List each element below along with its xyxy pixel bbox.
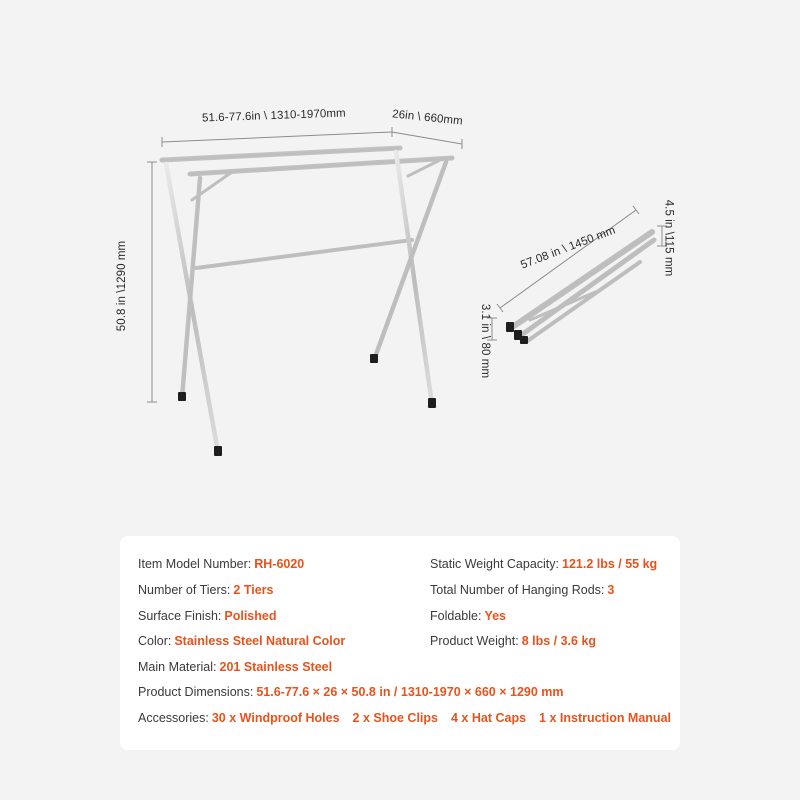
spec-rods-value: 3: [607, 583, 615, 597]
folded-rack: [514, 232, 654, 342]
folded-width-label: 3.1 in \ 80 mm: [479, 303, 492, 379]
spec-material-key: Main Material:: [138, 660, 217, 674]
spec-material-value: 201 Stainless Steel: [219, 660, 333, 674]
spec-finish-key: Surface Finish:: [138, 609, 222, 623]
spec-tiers-key: Number of Tiers:: [138, 583, 231, 597]
spec-weight: [430, 634, 596, 648]
spec-weight-value: 8 lbs / 3.6 kg: [521, 634, 597, 648]
spec-capacity-value: 121.2 lbs / 55 kg: [562, 557, 658, 571]
spec-capacity-key: Static Weight Capacity:: [430, 557, 559, 571]
height-dimension-line: [147, 162, 157, 402]
spec-color-value: Stainless Steel Natural Color: [174, 634, 346, 648]
rack-frame: [162, 148, 452, 452]
spec-dimensions-value: 51.6-77.6 × 26 × 50.8 in / 1310-1970 × 660 × 1290 mm: [256, 685, 564, 699]
width-dimension-line: [162, 127, 392, 147]
spec-dimensions: [138, 685, 564, 699]
spec-tiers-value: 2 Tiers: [233, 583, 274, 597]
accessory-item: 1 x Instruction Manual: [539, 711, 671, 725]
width-label: 51.6-77.6in \ 1310-1970mm: [201, 107, 346, 125]
spec-rods-key: Total Number of Hanging Rods:: [430, 583, 605, 597]
spec-model-value: RH-6020: [254, 557, 305, 571]
accessory-item: 4 x Hat Caps: [451, 711, 527, 725]
spec-card: [120, 536, 680, 750]
spec-capacity: [430, 557, 657, 571]
spec-material: [138, 660, 332, 674]
spec-accessories: [138, 711, 681, 725]
spec-foldable-key: Foldable:: [430, 609, 482, 623]
spec-weight-key: Product Weight:: [430, 634, 519, 648]
spec-model-key: Item Model Number:: [138, 557, 252, 571]
spec-dimensions-key: Product Dimensions:: [138, 685, 254, 699]
spec-color-key: Color:: [138, 634, 172, 648]
spec-finish: [138, 609, 276, 623]
spec-model: [138, 557, 304, 571]
accessory-item: 30 x Windproof Holes: [211, 711, 340, 725]
spec-foldable: [430, 609, 506, 623]
accessory-item: 2 x Shoe Clips: [352, 711, 438, 725]
spec-tiers: [138, 583, 273, 597]
spec-accessories-key: Accessories:: [138, 711, 209, 725]
height-label: 50.8 in \1290 mm: [116, 240, 129, 332]
folded-height-label: 4.5 in \115 mm: [662, 199, 675, 277]
depth-label: 26in \ 660mm: [391, 108, 464, 128]
spec-color: [138, 634, 345, 648]
spec-foldable-value: Yes: [484, 609, 506, 623]
spec-finish-value: Polished: [224, 609, 277, 623]
depth-dimension-line: [392, 132, 462, 149]
spec-rods: [430, 583, 614, 597]
folded-length-dimension-line: [497, 206, 639, 312]
folded-length-label: 57.08 in \ 1450 mm: [519, 224, 618, 272]
